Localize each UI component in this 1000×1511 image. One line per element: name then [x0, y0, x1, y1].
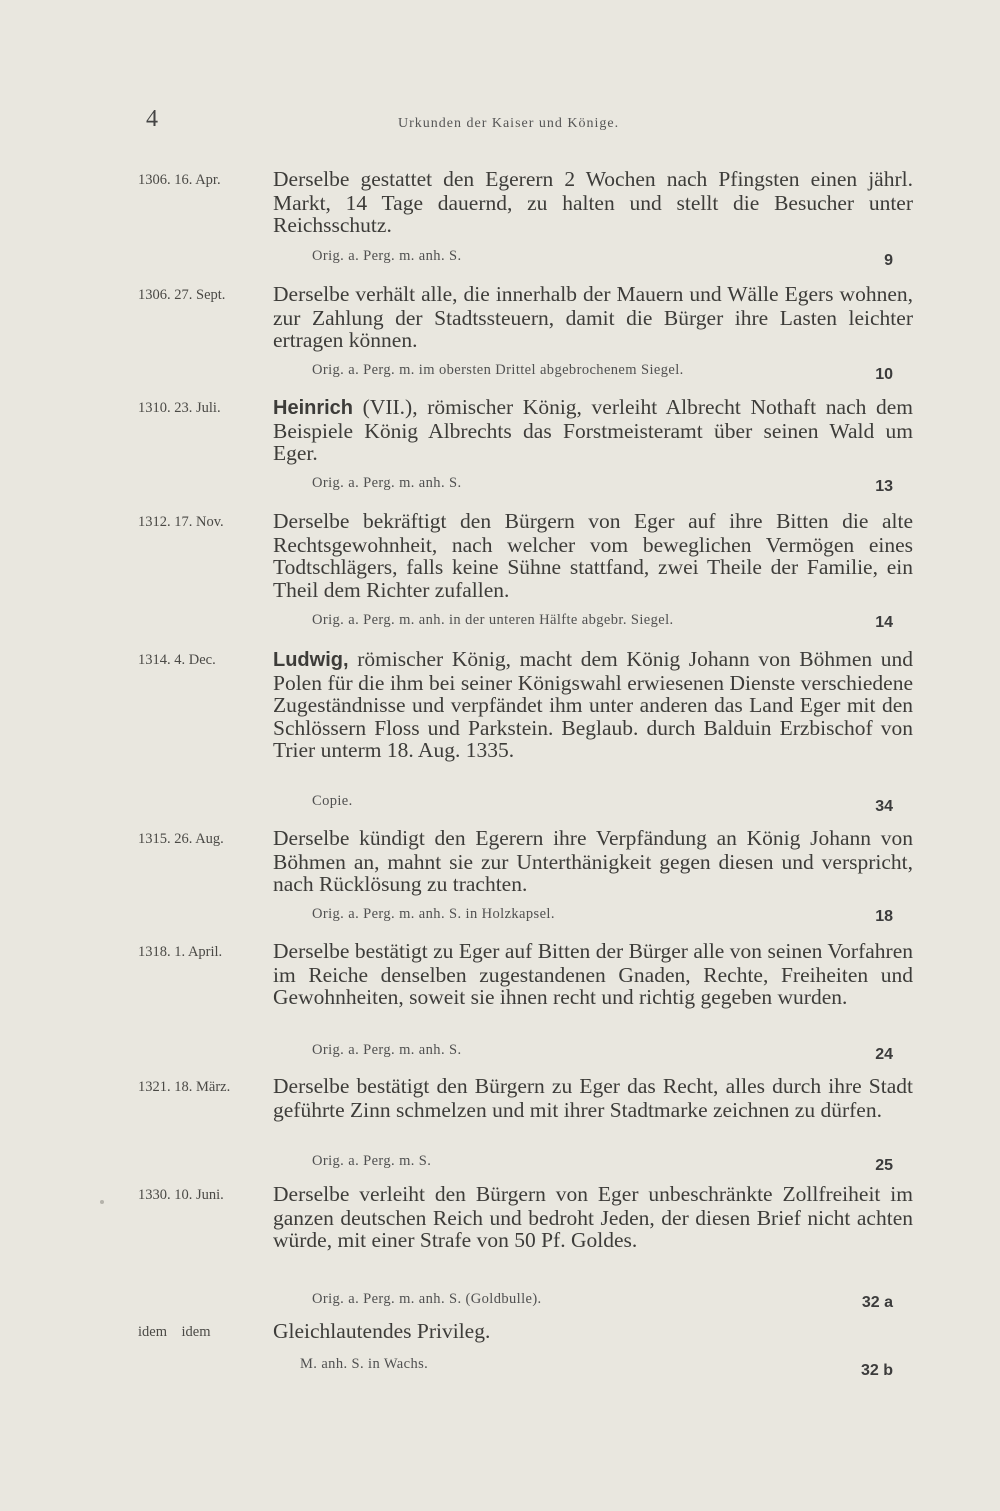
entry-body: Derselbe verleiht den Bürgern von Eger unbeschränkte Zollfreiheit im ganzen deutschen Reich und bedroht Jeden, der diesen Brief nicht achten würde, mit einer Strafe von 50 Pf. Goldes. [273, 1182, 913, 1253]
entry-date: 1306. 16. Apr. [138, 172, 221, 188]
paper-speck [100, 1200, 104, 1204]
running-head: Urkunden der Kaiser und Könige. [398, 116, 620, 131]
entry-source: Orig. a. Perg. m. anh. S. [312, 475, 462, 491]
entry-body: Gleichlautendes Privileg. [273, 1319, 491, 1343]
entry-number: 32 b [860, 1362, 893, 1379]
entry-text [273, 283, 913, 352]
entry-text [273, 510, 913, 601]
entry-date: 1314. 4. Dec. [138, 652, 216, 668]
entry-date: 1321. 18. März. [138, 1079, 231, 1095]
entry-text [273, 1183, 913, 1252]
entry-text [273, 1075, 913, 1121]
entry-number: 14 [875, 614, 893, 631]
entry-text [273, 168, 913, 237]
entry-number: 13 [875, 478, 893, 495]
entry-date: 1318. 1. April. [138, 944, 223, 960]
entry-body: Derselbe bestätigt zu Eger auf Bitten der Bürger alle von seinen Vorfahren im Reiche denselben zugestandenen Gnaden, Rechte, Freiheiten und Gewohnheiten, soweit sie ihnen recht und richtig gegeben wurden. [273, 939, 913, 1010]
entry-number: 18 [875, 908, 893, 925]
entry-number: 34 [875, 798, 893, 815]
entry-number: 32 a [861, 1294, 893, 1311]
entry-number: 9 [884, 252, 893, 269]
entry-source: Orig. a. Perg. m. im obersten Drittel abgebrochenem Siegel. [312, 362, 684, 378]
entry-source: Orig. a. Perg. m. S. [312, 1153, 432, 1169]
entry-source: Orig. a. Perg. m. anh. S. in Holzkapsel. [312, 906, 555, 922]
entry-text [273, 827, 913, 896]
entry-body: Derselbe kündigt den Egerern ihre Verpfändung an König Johann von Böhmen an, mahnt sie zur Unterthänigkeit gegen diesen und verspricht, nach Rücklösung zu trachten. [273, 826, 913, 897]
entry-source: Orig. a. Perg. m. anh. S. (Goldbulle). [312, 1291, 542, 1307]
entry-source: Orig. a. Perg. m. anh. in der unteren Hälfte abgebr. Siegel. [312, 612, 674, 628]
entry-source: Orig. a. Perg. m. anh. S. [312, 248, 462, 264]
entry-date: 1312. 17. Nov. [138, 514, 224, 530]
entry-text [273, 940, 913, 1009]
entry-text [273, 1320, 913, 1344]
entry-date: 1315. 26. Aug. [138, 831, 224, 847]
entry-body: (VII.), römischer König, verleiht Albrecht Nothaft nach dem Beispiele König Albrechts das Forstmeisteramt über seinen Wald um Eger. [273, 395, 914, 466]
entry-body: Derselbe gestattet den Egerern 2 Wochen nach Pfingsten einen jährl. Markt, 14 Tage dauernd, zu halten und stellt die Besucher unter Reichsschutz. [273, 167, 913, 238]
entry-number: 25 [875, 1157, 893, 1174]
entry-source: Orig. a. Perg. m. anh. S. [312, 1042, 462, 1058]
entry-body: Derselbe verhält alle, die innerhalb der Mauern und Wälle Egers wohnen, zur Zahlung der Stadtssteuern, damit die Bürger ihre Lasten leichter ertragen können. [273, 282, 913, 353]
entry-text [273, 396, 913, 465]
entry-text [273, 648, 913, 762]
entry-date: idem idem [138, 1324, 211, 1340]
entry-date: 1310. 23. Juli. [138, 400, 221, 416]
entry-body: römischer König, macht dem König Johann von Böhmen und Polen für die ihm bei seiner Königswahl erwiesenen Dienste verschiedene Zugeständnisse und verpfändet ihm unter anderen das Land Eger mit den Schlössern Floss und Parkstein. Beglaub. durch Balduin Erzbischof von Trier unterm 18. Aug. 1335. [273, 647, 913, 763]
entry-date: 1306. 27. Sept. [138, 287, 226, 303]
entry-source: M. anh. S. in Wachs. [300, 1356, 429, 1372]
entry-number: 10 [875, 366, 893, 383]
entry-body: Derselbe bestätigt den Bürgern zu Eger das Recht, alles durch ihre Stadt geführte Zinn schmelzen und mit ihrer Stadtmarke zeichnen zu dürfen. [273, 1074, 913, 1122]
entry-body: Derselbe bekräftigt den Bürgern von Eger auf ihre Bitten die alte Rechtsgewohnheit, nach welcher vom beweglichen Vermögen eines Todtschlägers, falls keine Sühne stattfand, zwei Theile der Familie, ein Theil dem Richter zufallen. [273, 509, 913, 602]
ruler-name: Ludwig, [273, 649, 349, 671]
page-number: 4 [146, 106, 158, 132]
entry-number: 24 [875, 1046, 893, 1063]
entry-date: 1330. 10. Juni. [138, 1187, 224, 1203]
entry-source: Copie. [312, 793, 353, 809]
ruler-name: Heinrich [273, 397, 354, 419]
